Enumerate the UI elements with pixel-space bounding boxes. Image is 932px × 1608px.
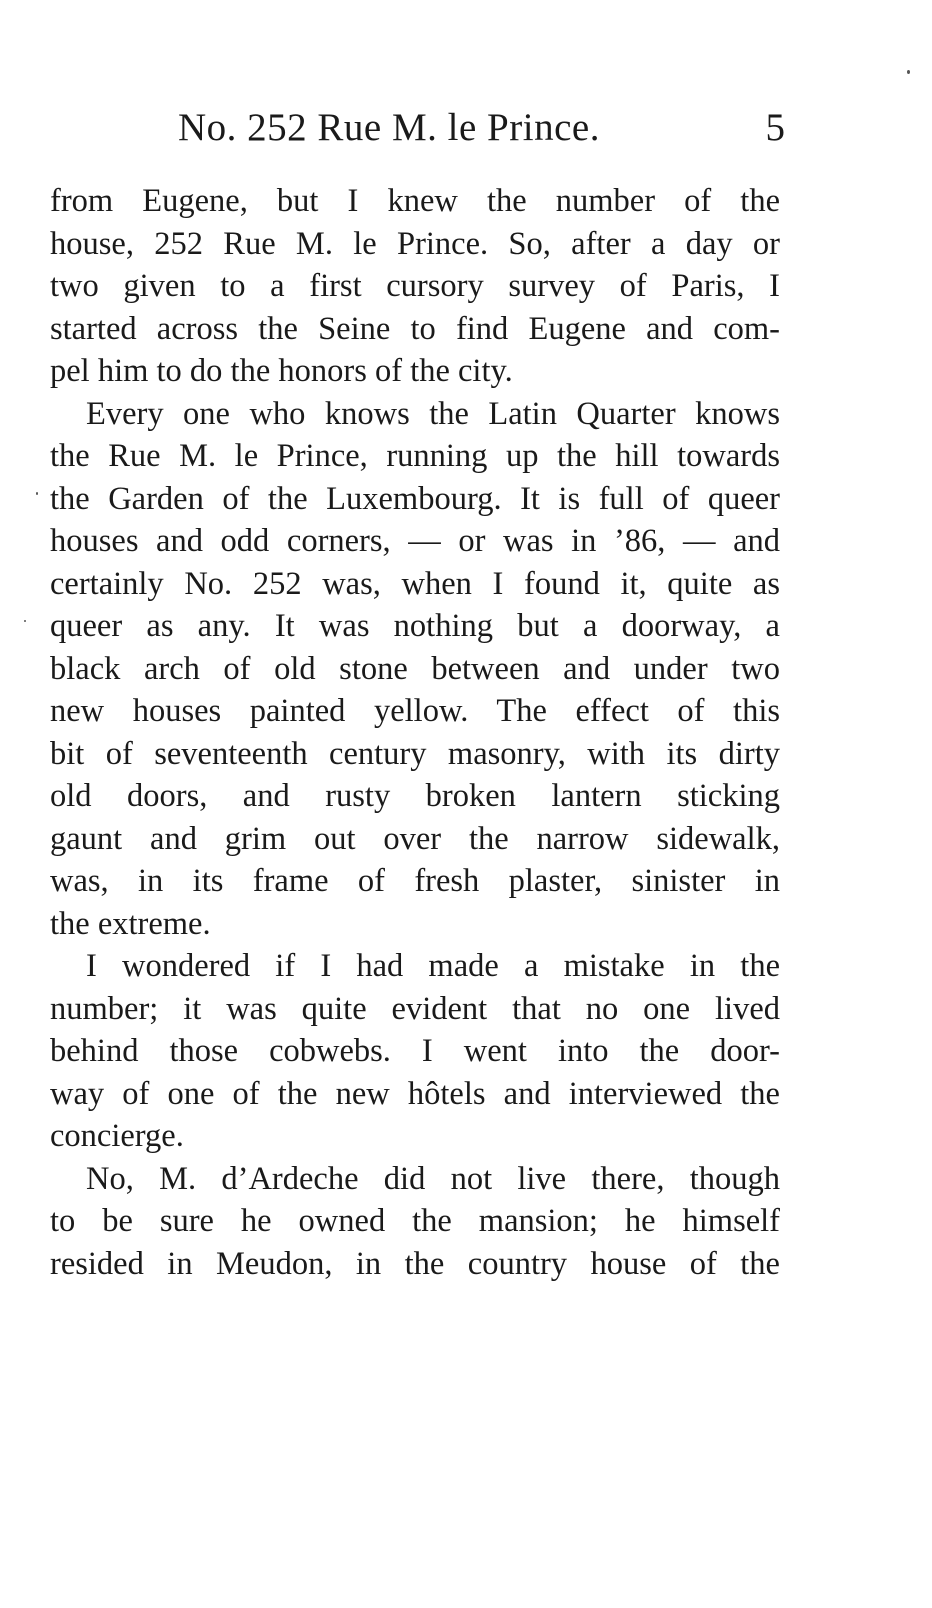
text-line-2: house, 252 Rue M. le Prince. So, after a day or	[50, 225, 780, 262]
text-line-23: concierge.	[50, 1118, 184, 1154]
scan-speck	[36, 492, 38, 495]
text-line-16: gaunt and grim out over the narrow sidewalk,	[50, 820, 780, 857]
text-line-4: started across the Seine to find Eugene and com-	[50, 310, 780, 347]
text-line-18: the extreme.	[50, 905, 211, 942]
scan-speck	[907, 70, 910, 74]
scan-speck	[24, 620, 26, 622]
page-number: 5	[765, 106, 785, 149]
text-line-26: resided in Meudon, in the country house of the	[50, 1245, 780, 1282]
text-line-1: from Eugene, but I knew the number of the	[50, 183, 780, 219]
text-line-5: pel him to do the honors of the city.	[50, 353, 513, 389]
text-line-9: houses and odd corners, — or was in ’86, — and	[50, 523, 780, 559]
text-line-24: No, M. d’Ardeche did not live there, though	[86, 1160, 780, 1197]
text-line-8: the Garden of the Luxembourg. It is full of queer	[50, 480, 780, 517]
running-title: No. 252 Rue M. le Prince.	[178, 106, 600, 149]
text-line-3: two given to a first cursory survey of Paris, I	[50, 268, 780, 304]
text-line-21: behind those cobwebs. I went into the door-	[50, 1033, 780, 1069]
text-line-14: bit of seventeenth century masonry, with its dirty	[50, 735, 780, 772]
text-line-19: I wondered if I had made a mistake in the	[86, 948, 780, 984]
text-line-10: certainly No. 252 was, when I found it, quite as	[50, 565, 780, 602]
body-text	[50, 180, 780, 1285]
text-line-7: the Rue M. le Prince, running up the hill towards	[50, 438, 780, 474]
text-line-6: Every one who knows the Latin Quarter knows	[86, 395, 780, 432]
text-line-22: way of one of the new hôtels and interviewed the	[50, 1075, 780, 1112]
text-line-12: black arch of old stone between and under two	[50, 650, 780, 687]
text-line-15: old doors, and rusty broken lantern sticking	[50, 778, 780, 814]
text-line-11: queer as any. It was nothing but a doorway, a	[50, 608, 780, 644]
text-line-17: was, in its frame of fresh plaster, sinister in	[50, 863, 780, 899]
text-line-20: number; it was quite evident that no one lived	[50, 990, 780, 1027]
running-head	[50, 98, 785, 158]
text-line-25: to be sure he owned the mansion; he himself	[50, 1203, 780, 1239]
text-line-13: new houses painted yellow. The effect of this	[50, 693, 780, 729]
